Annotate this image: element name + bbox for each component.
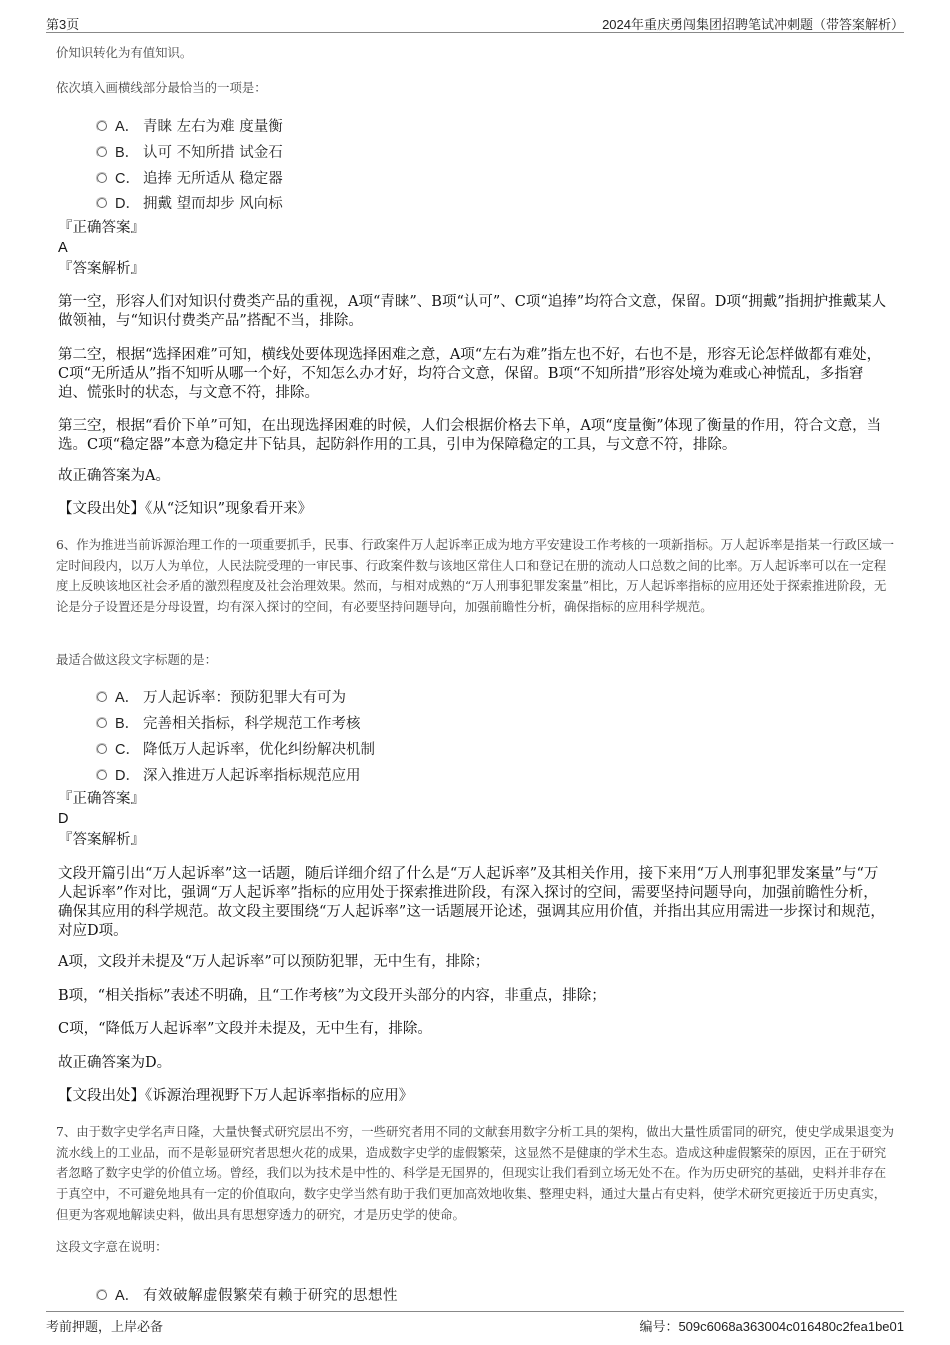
answer-value: D xyxy=(58,811,69,827)
document-title: 2024年重庆勇闯集团招聘笔试冲刺题（带答案解析） xyxy=(602,17,904,32)
analysis-conclusion: 故正确答案为A。 xyxy=(58,468,170,484)
question-prompt: 最适合做这段文字标题的是： xyxy=(56,652,218,667)
question-stem: 7、由于数字史学名声日隆，大量快餐式研究层出不穷，一些研究者用不同的文献套用数字分析工具的架构，做出大量性质雷同的研究，使史学成果退变为流水线上的工业品，而不是彰显研究者思想火花的成果，造成数字史学的虚假繁荣，这显然不是健康的学术生态。造成这种虚假繁荣的原因，正在于研究者忽略了数字史学的价值立场。曾经，我们以为技术是中性的、科学是无国界的，但现实让我们看到立场无处不在。作为历史研究的基础，史料并非存在于真空中，不可避免地具有一定的价值取向，数字史学当然有助于我们更加高效地收集、整理史料，通过大量占有史料，使学术研究更接近于历史真实，但更为客观地解读史料，做出具有思想穿透力的研究，才是历史学的使命。 xyxy=(56,1124,895,1222)
analysis-conclusion: 故正确答案为D。 xyxy=(58,1055,172,1071)
paragraph-tail: 价知识转化为有值知识。 xyxy=(56,45,193,60)
answer-value: A xyxy=(58,240,68,256)
analysis-label: 『答案解析』 xyxy=(58,832,145,848)
document-id: 编号：509c6068a363004c016480c2fea1be01 xyxy=(639,1319,904,1334)
page-footer xyxy=(46,1311,904,1336)
analysis-paragraph: 第三空，根据“看价下单”可知，在出现选择困难的时候，人们会根据价格去下单，A项“度量衡”体现了衡量的作用，符合文意，当选。C项“稳定器”本意为稳定井下钻具，起防斜作用的工具，引申为保障稳定的工具，与文意不符，排除。 xyxy=(58,418,882,453)
analysis-paragraph: 文段开篇引出“万人起诉率”这一话题，随后详细介绍了什么是“万人起诉率”及其相关作用，接下来用“万人刑事犯罪发案量”与“万人起诉率”作对比，强调“万人起诉率”指标的应用处于探索推进阶段，有深入探讨的空间，需要坚持问题导向，加强前瞻性分析，确保其应用的科学规范。故文段主要围绕“万人起诉率”这一话题展开论述，强调其应用价值，并指出其应用需进一步探讨和规范，对应D项。 xyxy=(58,866,885,939)
answer-label: 『正确答案』 xyxy=(58,791,145,807)
radio-icon[interactable] xyxy=(97,198,107,208)
page-number: 第3页 xyxy=(46,17,80,32)
radio-icon[interactable] xyxy=(97,770,107,780)
analysis-paragraph: C项，“降低万人起诉率”文段并未提及，无中生有，排除。 xyxy=(58,1021,432,1037)
radio-icon[interactable] xyxy=(97,147,107,157)
question-stem: 6、作为推进当前诉源治理工作的一项重要抓手，民事、行政案件万人起诉率正成为地方平安建设工作考核的一项新指标。万人起诉率是指某一行政区域一定时间段内，以万人为单位，人民法院受理的一审民事、行政案件数与该地区常住人口和登记在册的流动人口总数之间的比率。万人起诉率可以在一定程度上反映该地区社会矛盾的激烈程度及社会治理效果。然而，与相对成熟的“万人刑事犯罪发案量”相比，万人起诉率指标的应用还处于探索推进阶段，无论是分子设置还是分母设置，均有深入探讨的空间，有必要坚持问题导向，加强前瞻性分析，确保指标的应用科学规范。 xyxy=(56,537,895,615)
answer-label: 『正确答案』 xyxy=(58,220,145,236)
analysis-paragraph: B项，“相关指标”表述不明确，且“工作考核”为文段开头部分的内容，非重点，排除； xyxy=(58,988,606,1004)
footer-slogan: 考前押题，上岸必备 xyxy=(46,1320,164,1335)
analysis-label: 『答案解析』 xyxy=(58,261,145,277)
analysis-paragraph: 第二空，根据“选择困难”可知，横线处要体现选择困难之意，A项“左右为难”指左也不好，右也不是，形容无论怎样做都有难处，C项“无所适从”指不知听从哪一个好，不知怎么办才好，均符合文意，保留。B项“不知所措”形容处境为难或心神慌乱，多指窘迫、慌张时的状态，与文意不符，排除。 xyxy=(58,347,882,401)
radio-icon[interactable] xyxy=(97,692,107,702)
radio-icon[interactable] xyxy=(97,173,107,183)
analysis-paragraph: A项，文段并未提及“万人起诉率”可以预防犯罪，无中生有，排除； xyxy=(58,954,490,970)
radio-icon[interactable] xyxy=(97,718,107,728)
page-header xyxy=(46,10,904,33)
question-prompt: 这段文字意在说明： xyxy=(56,1239,168,1254)
source-citation: 【文段出处】《从“泛知识”现象看开来》 xyxy=(58,501,313,517)
radio-icon[interactable] xyxy=(97,1290,107,1300)
source-citation: 【文段出处】《诉源治理视野下万人起诉率指标的应用》 xyxy=(58,1088,414,1104)
analysis-paragraph: 第一空，形容人们对知识付费类产品的重视，A项“青睐”、B项“认可”、C项“追捧”均符合文意，保留。D项“拥戴”指拥护推戴某人做领袖，与“知识付费类产品”搭配不当，排除。 xyxy=(58,294,887,329)
question-prompt: 依次填入画横线部分最恰当的一项是： xyxy=(56,80,267,95)
radio-icon[interactable] xyxy=(97,121,107,131)
radio-icon[interactable] xyxy=(97,744,107,754)
